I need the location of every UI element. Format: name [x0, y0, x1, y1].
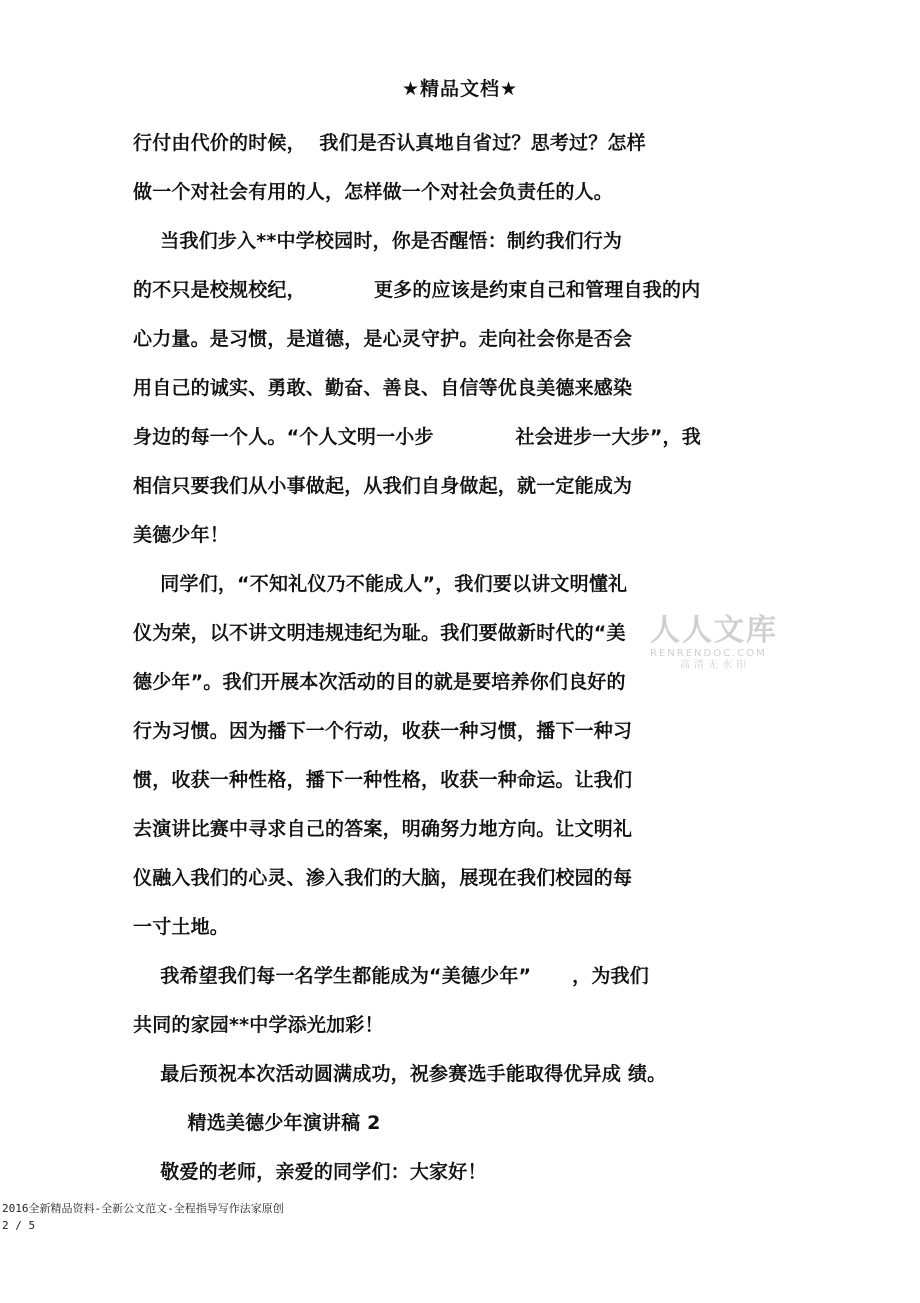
- body-line: 仪为荣，以不讲文明违规违纪为耻。我们要做新时代的“美: [133, 622, 626, 644]
- body-line: 行付由代价的时候， 我们是否认真地自省过？思考过？怎样: [133, 132, 646, 154]
- body-line: 美德少年！: [133, 524, 230, 546]
- watermark-tagline: 高清无水印: [680, 660, 750, 671]
- body-line: 仪融入我们的心灵、渗入我们的大脑，展现在我们校园的每: [133, 867, 633, 889]
- body-line: 我希望我们每一名学生都能成为“美德少年” ，为我们: [133, 965, 649, 987]
- body-line: 心力量。是习惯，是道德，是心灵守护。走向社会你是否会: [133, 328, 633, 350]
- body-line: 共同的家园**中学添光加彩！: [133, 1014, 384, 1036]
- watermark-brand: 人人文库: [650, 613, 778, 648]
- body-line: 身边的每一个人。“个人文明一小步 社会进步一大步”，我: [133, 426, 701, 448]
- body-line: 行为习惯。因为播下一个行动，收获一种习惯，播下一种习: [133, 720, 633, 742]
- document-header-title: ★精品文档★: [401, 78, 519, 100]
- page-number: 2 / 5: [2, 1219, 36, 1232]
- body-line: 一寸土地。: [133, 916, 230, 938]
- body-line: 去演讲比赛中寻求自己的答案，明确努力地方向。让文明礼: [133, 818, 633, 840]
- footer-source: 2016全新精品资料-全新公文范文-全程指导写作法家原创: [2, 1202, 284, 1215]
- section-heading: 精选美德少年演讲稿 2: [133, 1112, 381, 1134]
- body-line: 相信只要我们从小事做起，从我们自身做起，就一定能成为: [133, 475, 633, 497]
- body-line: 用自己的诚实、勇敢、勤奋、善良、自信等优良美德来感染: [133, 377, 633, 399]
- body-line: 的不只是校规校纪， 更多的应该是约束自己和管理自我的内: [133, 279, 701, 301]
- watermark-logo: [650, 614, 778, 672]
- body-line: 惯，收获一种性格，播下一种性格，收获一种命运。让我们: [133, 769, 633, 791]
- body-line: 当我们步入**中学校园时，你是否醒悟：制约我们行为: [133, 230, 623, 252]
- body-line: 敬爱的老师，亲爱的同学们：大家好！: [133, 1161, 487, 1183]
- body-line: 做一个对社会有用的人，怎样做一个对社会负责任的人。: [133, 181, 614, 203]
- watermark-domain: RENRENDOC.COM: [650, 648, 767, 659]
- body-line: 最后预祝本次活动圆满成功，祝参赛选手能取得优异成 绩。: [133, 1063, 667, 1085]
- body-line: 德少年”。我们开展本次活动的目的就是要培养你们良好的: [133, 671, 626, 693]
- body-line: 同学们，“不知礼仪乃不能成人”，我们要以讲文明懂礼: [133, 573, 628, 595]
